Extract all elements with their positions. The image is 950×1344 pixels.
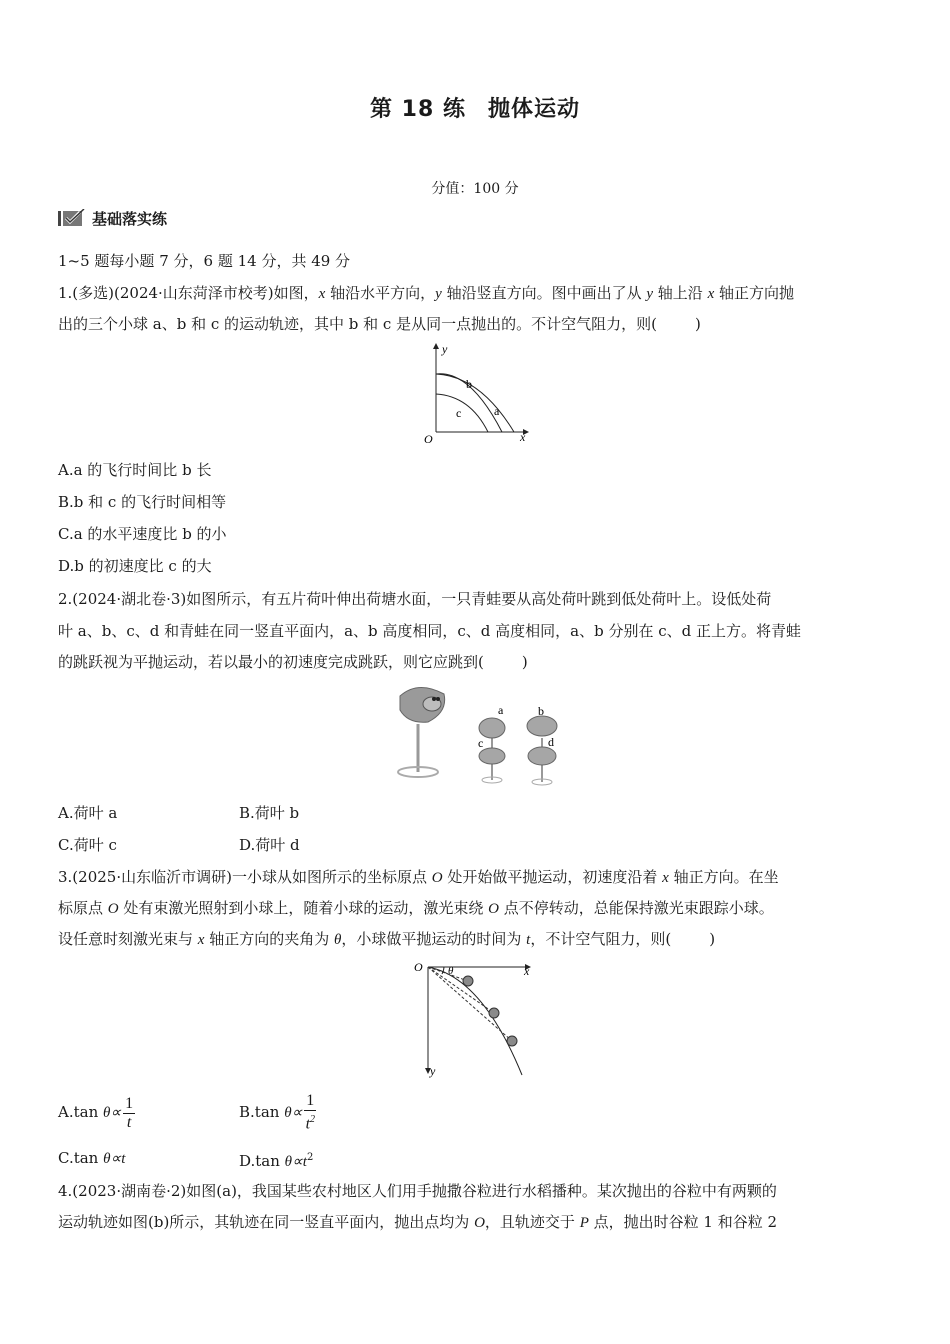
title-prefix: 第 18 练 [370,97,466,122]
x-axis-label: x [520,430,526,444]
q3-option-c[interactable]: C.tan θ∝t [58,1149,126,1167]
q3-laser-figure [412,957,538,1079]
q1-line-1: 1.(多选)(2024·山东菏泽市校考)如图，x 轴沿水平方向，y 轴沿竖直方向。图中画出了从 y 轴上沿 x 轴正方向抛 [58,284,795,302]
q1-line-2: 出的三个小球 a、b 和 c 的运动轨迹，其中 b 和 c 是从同一点抛出的。不计空气阻力，则( ) [58,315,701,333]
q3-option-d[interactable]: D.tan $\theta\propto t^2$ [239,1152,314,1170]
q4-line-2: 运动轨迹如图(b)所示，其轨迹在同一竖直平面内，抛出点均为 O，且轨迹交于 P 点，抛出时谷粒 1 和谷粒 2 [58,1213,778,1231]
leaf-d [528,747,556,765]
q2-line-1: 2.(2024·湖北卷·3)如图所示，有五片荷叶伸出荷塘水面，一只青蛙要从高处荷叶跳到低处荷叶上。设低处荷 [58,590,772,608]
checklist-icon [58,209,86,227]
parabola-path [428,967,522,1075]
score-line: 分值：100 分 [431,181,519,197]
ball-2 [489,1008,499,1018]
origin-label: O [414,960,423,974]
ball-3 [507,1036,517,1046]
q3-option-b[interactable]: B.tan θ∝ $\frac{1}{t^2}$ [239,1092,316,1133]
title-main: 抛体运动 [487,97,580,122]
label-b: b [466,377,472,391]
origin-label: O [424,432,433,446]
leaf-c [479,748,505,764]
q4-line-1: 4.(2023·湖南卷·2)如图(a)，我国某些农村地区人们用手抛撒谷粒进行水稻播种。某次抛出的谷粒中有两颗的 [58,1182,777,1200]
label-c: c [478,736,484,750]
label-b: b [538,704,544,718]
trajectory-c [436,394,488,432]
page-title [0,92,950,123]
q1-trajectory-figure [418,340,538,448]
scoring-note: 1~5 题每小题 7 分，6 题 14 分，共 49 分 [58,252,351,270]
q3-line-2: 标原点 O 处有束激光照射到小球上，随着小球的运动，激光束绕 O 点不停转动，总能保持激光束跟踪小球。 [58,899,774,917]
q2-line-3: 的跳跃视为平抛运动，若以最小的初速度完成跳跃，则它应跳到( ) [58,653,528,671]
q2-option-c[interactable]: C.荷叶 c [58,836,117,854]
q3-line-3: 设任意时刻激光束与 x 轴正方向的夹角为 θ，小球做平抛运动的时间为 t，不计空气阻力，则( ) [58,930,716,948]
y-axis-label: y [430,1064,436,1078]
trajectory-a [436,374,514,432]
q2-option-a[interactable]: A.荷叶 a [58,804,118,822]
q1-option-a[interactable]: A.a 的飞行时间比 b 长 [58,461,212,479]
q2-lotus-figure [388,682,568,790]
label-a: a [494,404,500,418]
theta-label: θ [448,965,454,977]
q3-line-1: 3.(2025·山东临沂市调研)一小球从如图所示的坐标原点 O 处开始做平抛运动，初速度沿着 x 轴正方向。在坐 [58,868,779,886]
section-header [58,207,167,229]
label-c: c [456,406,462,420]
q3-option-a[interactable]: A.tan θ∝ $\frac{1}{t}$ [58,1094,134,1131]
y-axis-label: y [442,342,448,356]
q2-option-d[interactable]: D.荷叶 d [239,836,300,854]
leaf-b [527,716,557,736]
q1-option-d[interactable]: D.b 的初速度比 c 的大 [58,557,212,575]
q2-option-b[interactable]: B.荷叶 b [239,804,300,822]
label-d: d [548,735,554,749]
ball-1 [463,976,473,986]
q1-option-c[interactable]: C.a 的水平速度比 b 的小 [58,525,227,543]
q1-option-b[interactable]: B.b 和 c 的飞行时间相等 [58,493,227,511]
q2-line-2: 叶 a、b、c、d 和青蛙在同一竖直平面内，a、b 高度相同，c、d 高度相同，a、b 分别在 c、d 正上方。将青蛙 [58,622,802,640]
section-label: 基础落实练 [92,209,168,228]
leaf-a [479,718,505,738]
label-a: a [498,703,504,717]
x-axis-label: x [524,964,530,978]
